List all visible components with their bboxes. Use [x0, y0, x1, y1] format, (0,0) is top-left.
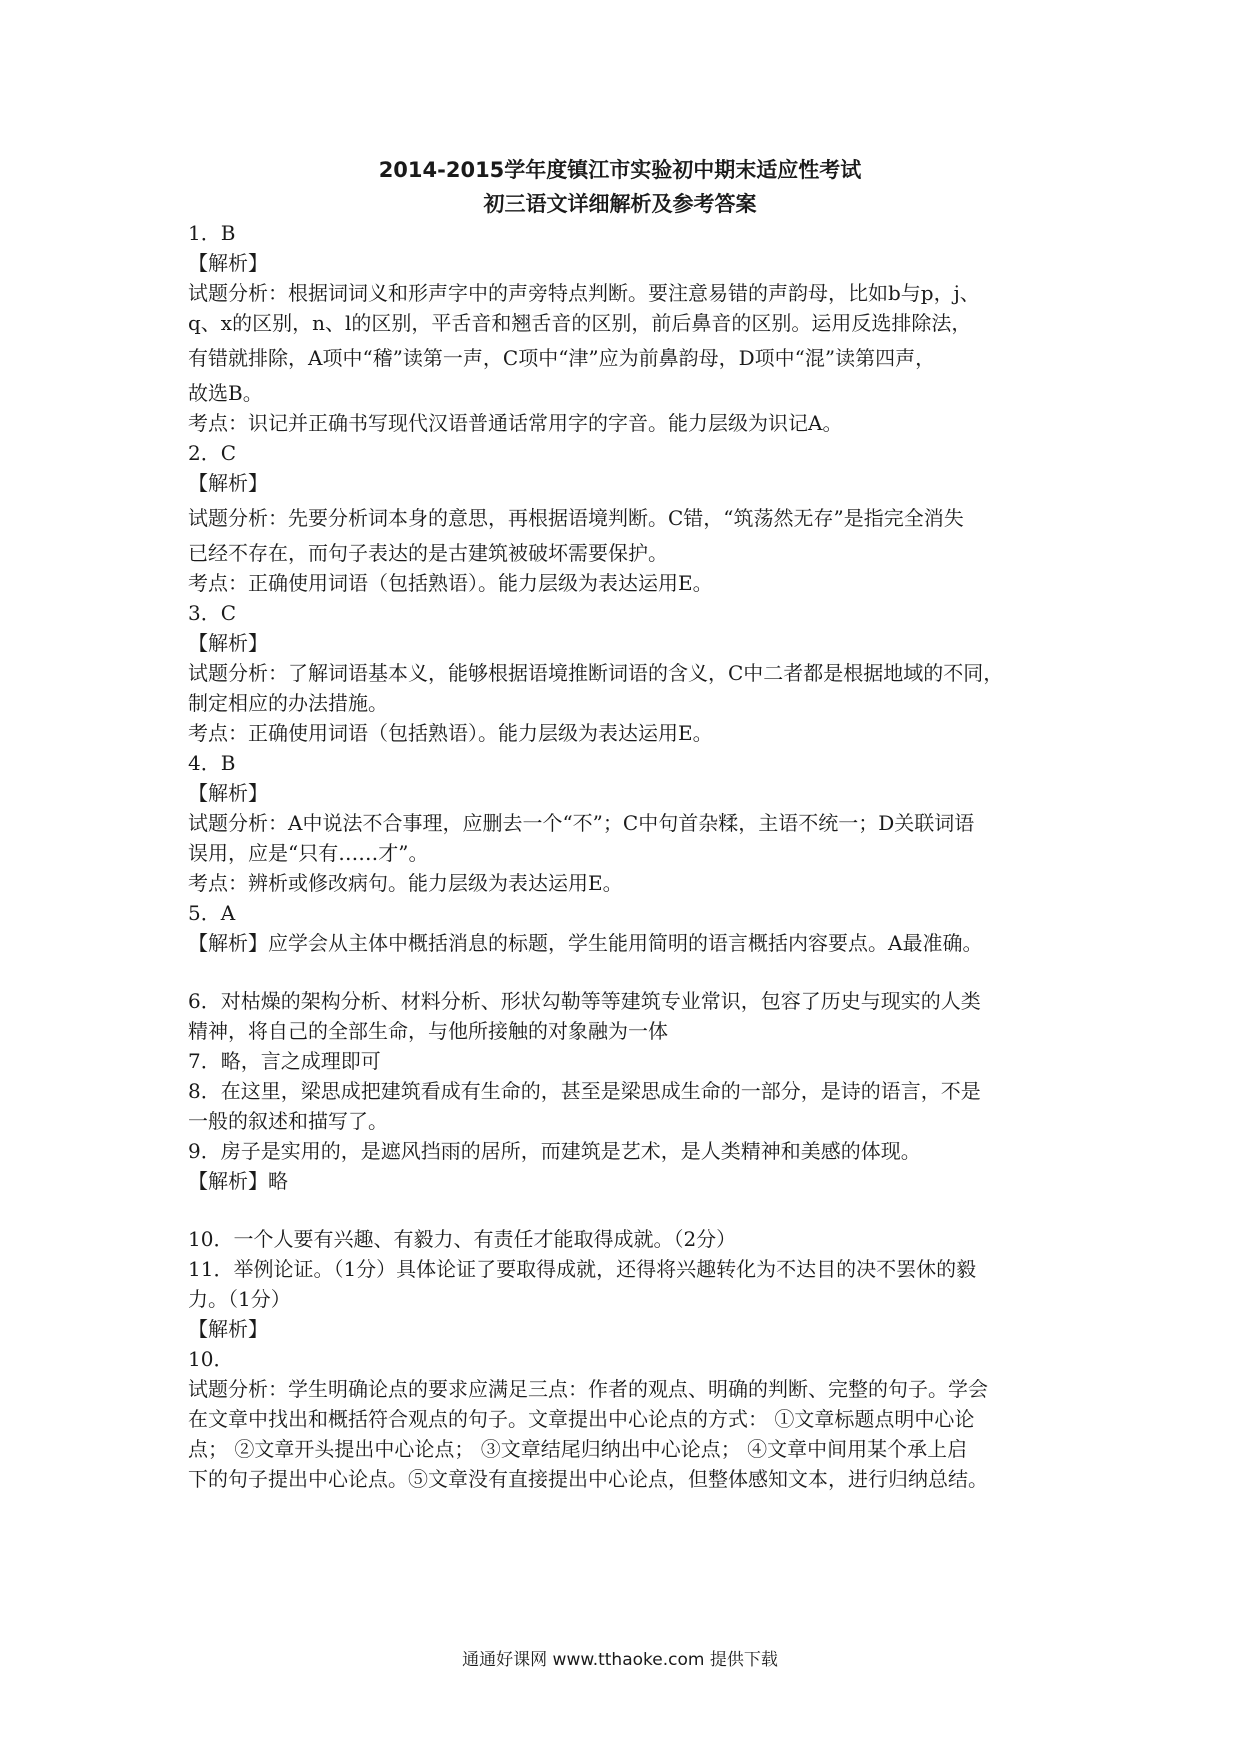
page-footer: 通通好课网 www.tthaoke.com 提供下载: [462, 1650, 778, 1670]
document-title: 2014-2015学年度镇江市实验初中期末适应性考试: [378, 158, 862, 182]
answer-line: 制定相应的办法措施。: [188, 691, 388, 715]
answer-line: 【解析】: [188, 471, 268, 495]
answer-line: 8．在这里，梁思成把建筑看成有生命的，甚至是梁思成生命的一部分，是诗的语言，不是: [188, 1079, 981, 1103]
answer-line: 10．一个人要有兴趣、有毅力、有责任才能取得成就。（2分）: [188, 1227, 737, 1251]
answer-line: 3．C: [188, 601, 237, 625]
answer-line: 点； ②文章开头提出中心论点； ③文章结尾归纳出中心论点； ④文章中间用某个承上启: [188, 1437, 968, 1461]
answer-line: 试题分析：了解词语基本义，能够根据语境推断词语的含义，C中二者都是根据地域的不同，: [188, 661, 1004, 685]
answer-line: 试题分析：根据词词义和形声字中的声旁特点判断。要注意易错的声韵母，比如b与p，j、: [188, 281, 980, 305]
answer-line: 【解析】应学会从主体中概括消息的标题，学生能用简明的语言概括内容要点。A最准确。: [188, 931, 983, 955]
answer-line: 2．C: [188, 441, 237, 465]
answer-line: 11．举例论证。（1分）具体论证了要取得成就，还得将兴趣转化为不达目的决不罢休的毅: [188, 1257, 977, 1281]
answer-line: 故选B。: [188, 381, 263, 405]
answer-line: 【解析】: [188, 631, 268, 655]
paragraph-gap: [188, 958, 1068, 986]
answer-line: 下的句子提出中心论点。⑤文章没有直接提出中心论点，但整体感知文本，进行归纳总结。: [188, 1467, 988, 1491]
answer-line: 考点：识记并正确书写现代汉语普通话常用字的字音。能力层级为识记A。: [188, 411, 843, 435]
answer-line: 力。（1分）: [188, 1287, 291, 1311]
answer-line: 考点：正确使用词语（包括熟语）。能力层级为表达运用E。: [188, 571, 713, 595]
answer-line: 试题分析：先要分析词本身的意思，再根据语境判断。C错，“筑荡然无存”是指完全消失: [188, 506, 964, 530]
answer-line: 考点：正确使用词语（包括熟语）。能力层级为表达运用E。: [188, 721, 713, 745]
paragraph-gap: [188, 1196, 1068, 1224]
answer-line: 精神，将自己的全部生命，与他所接触的对象融为一体: [188, 1019, 668, 1043]
answer-line: 5．A: [188, 901, 236, 925]
answer-line: 9．房子是实用的，是遮风挡雨的居所，而建筑是艺术，是人类精神和美感的体现。: [188, 1139, 921, 1163]
answer-line: 【解析】: [188, 1317, 268, 1341]
answer-line: 7．略，言之成理即可: [188, 1049, 381, 1073]
answer-line: 考点：辨析或修改病句。能力层级为表达运用E。: [188, 871, 623, 895]
answer-line: 4．B: [188, 751, 236, 775]
answer-line: 10．: [188, 1347, 234, 1371]
answer-content: [188, 218, 1068, 1494]
answer-line: 一般的叙述和描写了。: [188, 1109, 388, 1133]
answer-line: 【解析】: [188, 781, 268, 805]
answer-line: 有错就排除，A项中“稽”读第一声，C项中“津”应为前鼻韵母，D项中“混”读第四声，: [188, 346, 936, 370]
answer-line: 1．B: [188, 221, 236, 245]
answer-line: 已经不存在，而句子表达的是古建筑被破坏需要保护。: [188, 541, 668, 565]
answer-line: 试题分析：A中说法不合事理，应删去一个“不”；C中句首杂糅，主语不统一；D关联词语: [188, 811, 975, 835]
answer-line: 试题分析：学生明确论点的要求应满足三点：作者的观点、明确的判断、完整的句子。学会: [188, 1377, 988, 1401]
answer-line: 【解析】略: [188, 1169, 288, 1193]
answer-line: 【解析】: [188, 251, 268, 275]
answer-line: 在文章中找出和概括符合观点的句子。文章提出中心论点的方式： ①文章标题点明中心论: [188, 1407, 975, 1431]
answer-line: 误用，应是“只有……才”。: [188, 841, 429, 865]
document-subtitle: 初三语文详细解析及参考答案: [483, 192, 757, 216]
answer-line: q、x的区别，n、l的区别，平舌音和翘舌音的区别，前后鼻音的区别。运用反选排除法，: [188, 311, 972, 335]
answer-line: 6．对枯燥的架构分析、材料分析、形状勾勒等等建筑专业常识，包容了历史与现实的人类: [188, 989, 981, 1013]
